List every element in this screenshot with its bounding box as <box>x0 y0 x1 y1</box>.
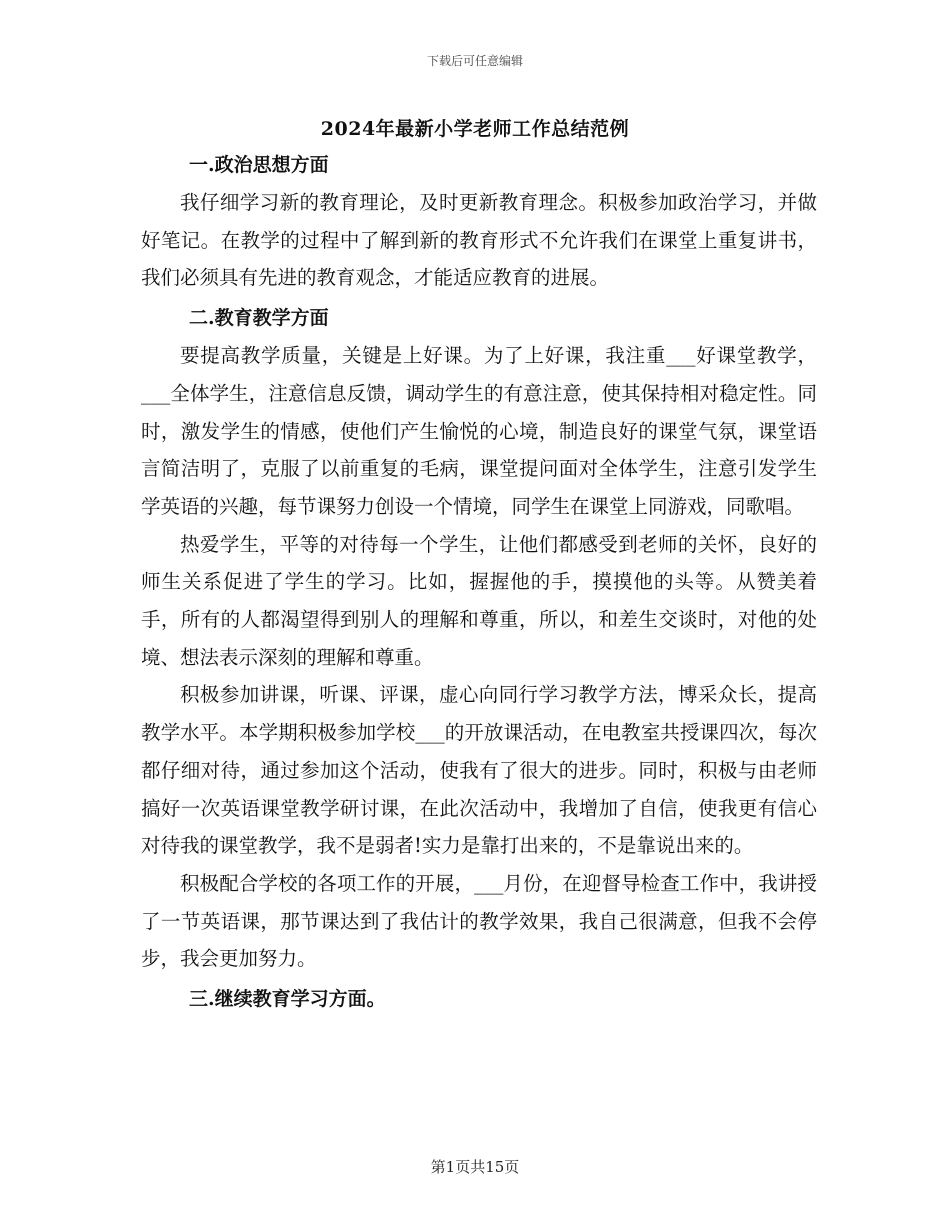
document-body <box>141 146 817 1018</box>
paragraph: 我仔细学习新的教育理论，及时更新教育理念。积极参加政治学习，并做好笔记。在教学的过程中了解到新的教育形式不允许我们在课堂上重复讲书，我们必须具有先进的教育观念，才能适应教育的进展。 <box>141 191 817 290</box>
section-heading-teaching: 二.教育教学方面 <box>189 307 329 330</box>
paragraph: 热爱学生，平等的对待每一个学生，让他们都感受到老师的关怀，良好的师生关系促进了学生的学习。比如，握握他的手，摸摸他的头等。从赞美着手，所有的人都渴望得到别人的理解和尊重，所以，和差生交谈时，对他的处境、想法表示深刻的理解和尊重。 <box>141 532 817 669</box>
paragraph: 要提高教学质量，关键是上好课。为了上好课，我注重___好课堂教学，___全体学生，注意信息反馈，调动学生的有意注意，使其保持相对稳定性。同时，激发学生的情感，使他们产生愉悦的心境，制造良好的课堂气氛，课堂语言简洁明了，克服了以前重复的毛病，课堂提问面对全体学生，注意引发学生学英语的兴趣，每节课努力创设一个情境，同学生在课堂上同游戏，同歌唱。 <box>141 344 817 518</box>
page-number: 第1页共15页 <box>430 1158 520 1176</box>
paragraph: 积极参加讲课，听课、评课，虚心向同行学习教学方法，博采众长，提高教学水平。本学期积极参加学校___的开放课活动，在电教室共授课四次，每次都仔细对待，通过参加这个活动，使我有了很大的进步。同时，积极与由老师搞好一次英语课堂教学研讨课，在此次活动中，我增加了自信，使我更有信心对待我的课堂教学，我不是弱者!实力是靠打出来的，不是靠说出来的。 <box>141 683 817 858</box>
section-heading-politics: 一.政治思想方面 <box>189 154 329 176</box>
document-title: 2024年最新小学老师工作总结范例 <box>320 118 630 140</box>
header-note: 下载后可任意编辑 <box>426 54 523 68</box>
paragraph: 积极配合学校的各项工作的开展，___月份，在迎督导检查工作中，我讲授了一节英语课，那节课达到了我估计的教学效果，我自己很满意，但我不会停步，我会更加努力。 <box>141 871 817 971</box>
section-heading-continuing-education: 三.继续教育学习方面。 <box>189 988 386 1011</box>
